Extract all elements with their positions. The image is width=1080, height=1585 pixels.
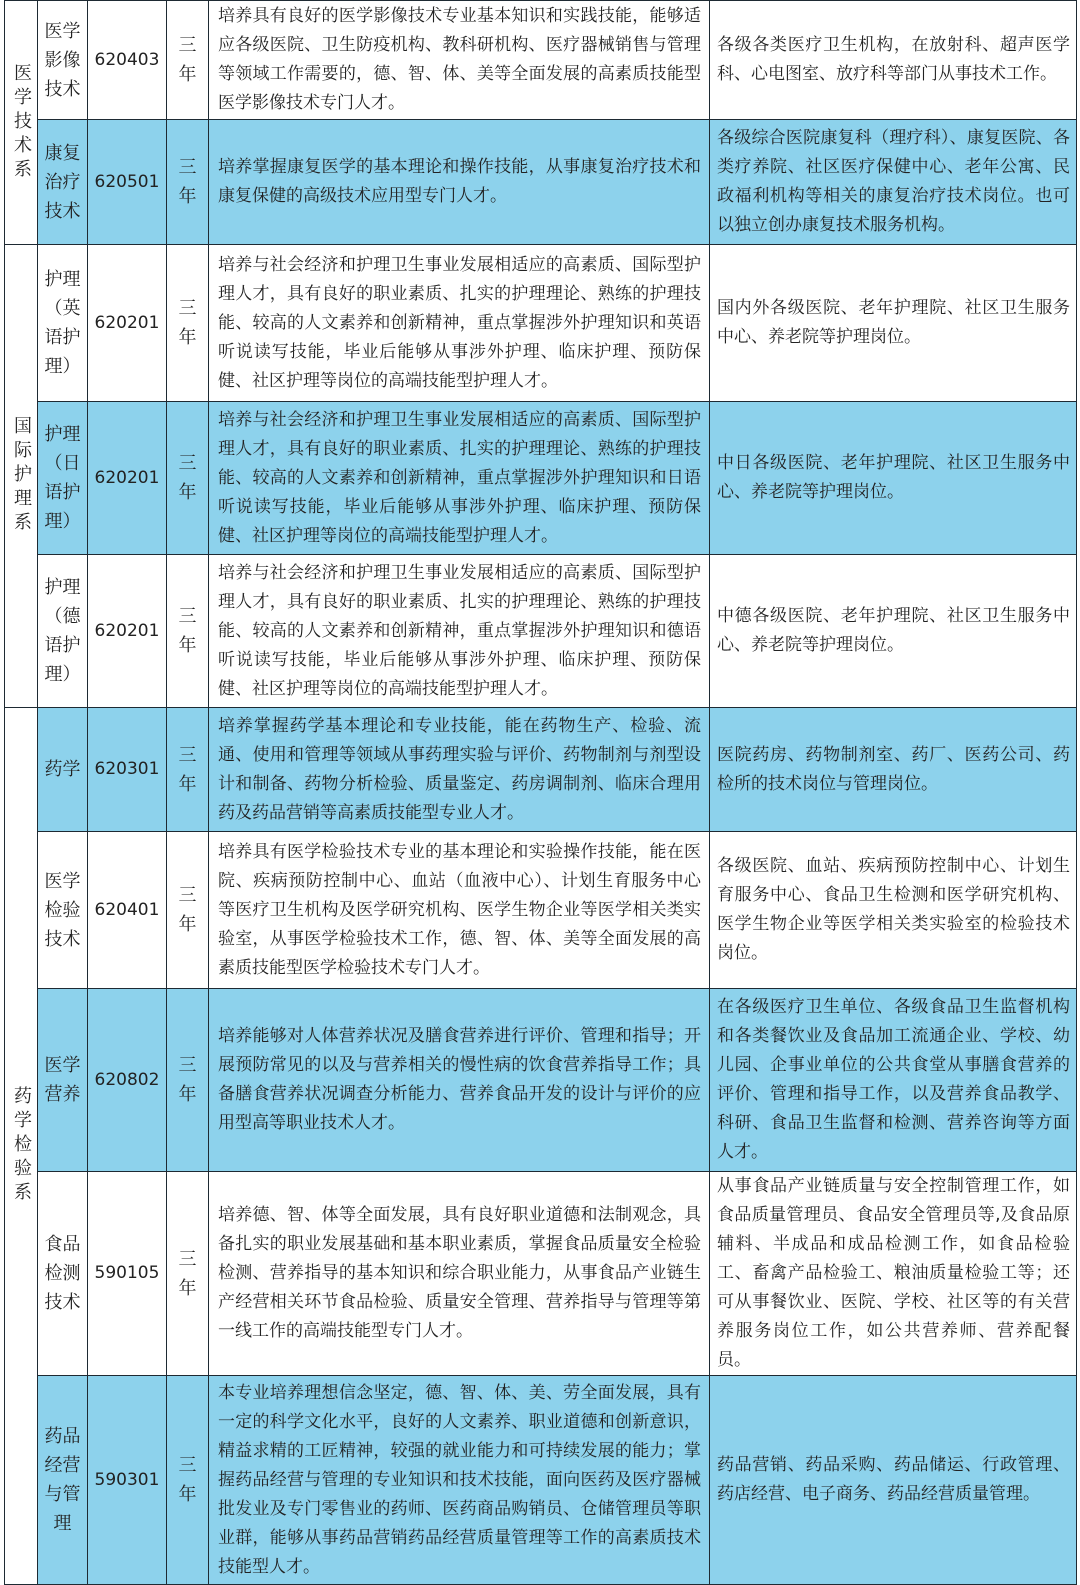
- department-cell: 医学技术系: [5, 1, 38, 245]
- major-name: 护理（德语护理）: [38, 555, 88, 708]
- study-duration: 三年: [167, 1376, 209, 1585]
- major-name: 护理（英语护理）: [38, 245, 88, 402]
- employment-direction: 各级综合医院康复科（理疗科）、康复医院、各类疗养院、社区医疗保健中心、老年公寓、民政福利机构等相关的康复治疗技术岗位。也可以独立创办康复技术服务机构。: [710, 120, 1077, 245]
- employment-direction: 药品营销、药品采购、药品储运、行政管理、药店经营、电子商务、药品经营质量管理。: [710, 1376, 1077, 1585]
- study-duration: 三年: [167, 120, 209, 245]
- majors-table: [4, 0, 1077, 1585]
- major-code: 590105: [88, 1172, 167, 1376]
- table-row: [5, 120, 1077, 245]
- study-duration: 三年: [167, 989, 209, 1172]
- employment-direction: 各级各类医疗卫生机构，在放射科、超声医学科、心电图室、放疗科等部门从事技术工作。: [710, 1, 1077, 120]
- employment-direction: 国内外各级医院、老年护理院、社区卫生服务中心、养老院等护理岗位。: [710, 245, 1077, 402]
- study-duration: 三年: [167, 555, 209, 708]
- employment-direction: 在各级医疗卫生单位、各级食品卫生监督机构和各类餐饮业及食品加工流通企业、学校、幼儿园、企事业单位的公共食堂从事膳食营养的评价、管理和指导工作，以及营养食品教学、科研、食品卫生监督和检测、营养咨询等方面人才。: [710, 989, 1077, 1172]
- employment-direction: 医院药房、药物制剂室、药厂、医药公司、药检所的技术岗位与管理岗位。: [710, 708, 1077, 832]
- training-goal: 培养掌握康复医学的基本理论和操作技能，从事康复治疗技术和康复保健的高级技术应用型专门人才。: [209, 120, 710, 245]
- major-code: 620301: [88, 708, 167, 832]
- table-row: [5, 989, 1077, 1172]
- table-row: [5, 402, 1077, 555]
- employment-direction: 中德各级医院、老年护理院、社区卫生服务中心、养老院等护理岗位。: [710, 555, 1077, 708]
- major-name: 食品检测技术: [38, 1172, 88, 1376]
- major-code: 620802: [88, 989, 167, 1172]
- training-goal: 培养德、智、体等全面发展，具有良好职业道德和法制观念，具备扎实的职业发展基础和基本职业素质，掌握食品质量安全检验检测、营养指导的基本知识和综合职业能力，从事食品产业链生产经营相关环节食品检验、质量安全管理、营养指导与管理等第一线工作的高端技能型专门人才。: [209, 1172, 710, 1376]
- training-goal: 培养具有良好的医学影像技术专业基本知识和实践技能，能够适应各级医院、卫生防疫机构、教科研机构、医疗器械销售与管理等领域工作需要的，德、智、体、美等全面发展的高素质技能型医学影像技术专门人才。: [209, 1, 710, 120]
- training-goal: 培养与社会经济和护理卫生事业发展相适应的高素质、国际型护理人才，具有良好的职业素质、扎实的护理理论、熟练的护理技能、较高的人文素养和创新精神，重点掌握涉外护理知识和英语听说读写技能，毕业后能够从事涉外护理、临床护理、预防保健、社区护理等岗位的高端技能型护理人才。: [209, 245, 710, 402]
- training-goal: 培养与社会经济和护理卫生事业发展相适应的高素质、国际型护理人才，具有良好的职业素质、扎实的护理理论、熟练的护理技能、较高的人文素养和创新精神，重点掌握涉外护理知识和德语听说读写技能，毕业后能够从事涉外护理、临床护理、预防保健、社区护理等岗位的高端技能型护理人才。: [209, 555, 710, 708]
- study-duration: 三年: [167, 832, 209, 989]
- training-goal: 培养掌握药学基本理论和专业技能，能在药物生产、检验、流通、使用和管理等领域从事药理实验与评价、药物制剂与剂型设计和制备、药物分析检验、质量鉴定、药房调制剂、临床合理用药及药品营销等高素质技能型专业人才。: [209, 708, 710, 832]
- study-duration: 三年: [167, 708, 209, 832]
- department-cell: 药学检验系: [5, 708, 38, 1585]
- major-name: 药学: [38, 708, 88, 832]
- training-goal: 培养能够对人体营养状况及膳食营养进行评价、管理和指导；开展预防常见的以及与营养相关的慢性病的饮食营养指导工作；具备膳食营养状况调查分析能力、营养食品开发的设计与评价的应用型高等职业技术人才。: [209, 989, 710, 1172]
- major-name: 医学营养: [38, 989, 88, 1172]
- major-name: 护理（日语护理）: [38, 402, 88, 555]
- table-row: [5, 1172, 1077, 1376]
- major-code: 620201: [88, 555, 167, 708]
- department-cell: 国际护理系: [5, 245, 38, 708]
- major-code: 620403: [88, 1, 167, 120]
- table-row: [5, 708, 1077, 832]
- employment-direction: 从事食品产业链质量与安全控制管理工作，如食品质量管理员、食品安全管理员等,及食品原辅料、半成品和成品检测工作，如食品检验工、畜禽产品检验工、粮油质量检验工等；还可从事餐饮业、医院、学校、社区等的有关营养服务岗位工作，如公共营养师、营养配餐员。: [710, 1172, 1077, 1376]
- study-duration: 三年: [167, 1172, 209, 1376]
- major-name: 药品经营与管理: [38, 1376, 88, 1585]
- training-goal: 培养具有医学检验技术专业的基本理论和实验操作技能，能在医院、疾病预防控制中心、血站（血液中心）、计划生育服务中心等医疗卫生机构及医学研究机构、医学生物企业等医学相关类实验室，从事医学检验技术工作，德、智、体、美等全面发展的高素质技能型医学检验技术专门人才。: [209, 832, 710, 989]
- study-duration: 三年: [167, 245, 209, 402]
- major-name: 医学检验技术: [38, 832, 88, 989]
- table-row: [5, 832, 1077, 989]
- major-code: 620201: [88, 402, 167, 555]
- study-duration: 三年: [167, 1, 209, 120]
- major-code: 590301: [88, 1376, 167, 1585]
- table-row: [5, 1, 1077, 120]
- major-code: 620401: [88, 832, 167, 989]
- training-goal: 培养与社会经济和护理卫生事业发展相适应的高素质、国际型护理人才，具有良好的职业素质、扎实的护理理论、熟练的护理技能、较高的人文素养和创新精神，重点掌握涉外护理知识和日语听说读写技能，毕业后能够从事涉外护理、临床护理、预防保健、社区护理等岗位的高端技能型护理人才。: [209, 402, 710, 555]
- study-duration: 三年: [167, 402, 209, 555]
- table-row: [5, 245, 1077, 402]
- major-name: 医学影像技术: [38, 1, 88, 120]
- employment-direction: 中日各级医院、老年护理院、社区卫生服务中心、养老院等护理岗位。: [710, 402, 1077, 555]
- employment-direction: 各级医院、血站、疾病预防控制中心、计划生育服务中心、食品卫生检测和医学研究机构、医学生物企业等医学相关类实验室的检验技术岗位。: [710, 832, 1077, 989]
- major-code: 620501: [88, 120, 167, 245]
- major-code: 620201: [88, 245, 167, 402]
- training-goal: 本专业培养理想信念坚定，德、智、体、美、劳全面发展，具有一定的科学文化水平，良好的人文素养、职业道德和创新意识，精益求精的工匠精神，较强的就业能力和可持续发展的能力；掌握药品经营与管理的专业知识和技术技能，面向医药及医疗器械批发业及专门零售业的药师、医药商品购销员、仓储管理员等职业群，能够从事药品营销药品经营质量管理等工作的高素质技术技能型人才。: [209, 1376, 710, 1585]
- table-row: [5, 1376, 1077, 1585]
- table-row: [5, 555, 1077, 708]
- major-name: 康复治疗技术: [38, 120, 88, 245]
